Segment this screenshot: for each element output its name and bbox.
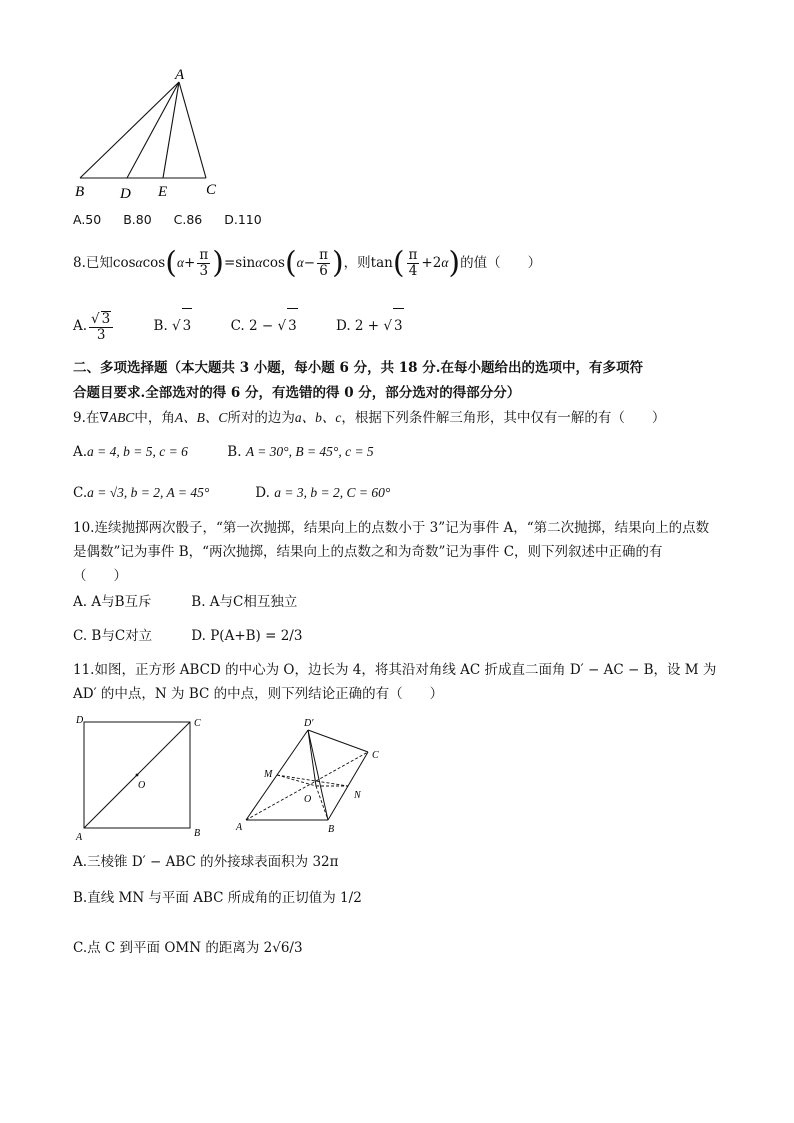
q7-options <box>73 210 296 230</box>
q11-option-c: C.点 C 到平面 OMN 的距离为 2√6/3 <box>73 940 303 956</box>
q10-option-a: A. A与B互斥 <box>73 594 152 610</box>
q7-option-c: C.86 <box>173 212 203 227</box>
sq-label-D: D <box>76 715 84 726</box>
label-D: D <box>120 186 131 202</box>
section2-title: 二、多项选择题（本大题共 3 小题，每小题 6 分，共 18 分.在每小题给出的选项中，有多项符 <box>73 360 643 376</box>
fold-label-A: A <box>236 822 243 833</box>
fold-label-C: C <box>372 750 379 761</box>
q9-option-d: D. a = 3, b = 2, C = 60° <box>255 485 391 501</box>
q11-option-a: A.三棱锥 D′ − ABC 的外接球表面积为 32π <box>73 854 339 870</box>
q10-options-row2 <box>73 626 302 646</box>
q7-option-d: D.110 <box>224 212 262 227</box>
q7-option-a: A.50 <box>73 212 102 227</box>
q7-option-b: B.80 <box>123 212 152 227</box>
q8-prefix: 已知 <box>85 255 113 271</box>
q11-option-b: B.直线 MN 与平面 ABC 所成角的正切值为 1/2 <box>73 890 362 906</box>
sq-label-O: O <box>138 780 146 791</box>
q10-option-c: C. B与C对立 <box>73 628 153 644</box>
q9-option-b: B. A = 30°, B = 45°, c = 5 <box>227 444 374 460</box>
q8-option-d: D. 2 + √ 3 <box>336 308 404 343</box>
label-A: A <box>175 67 185 83</box>
q10-option-b: B. A与C相互独立 <box>191 594 298 610</box>
q9-options-row2 <box>73 483 390 503</box>
q9-option-c: C.a = √3, b = 2, A = 45° <box>73 485 210 501</box>
q11-line2: AD′ 的中点，N 为 BC 的中点，则下列结论正确的有（ ） <box>73 686 444 702</box>
triangle-figure <box>70 62 230 202</box>
sq-label-C: C <box>194 718 201 729</box>
q8-option-b: B. √ 3 <box>154 308 193 343</box>
sq-label-B: B <box>194 828 201 839</box>
q8-comma: ，则 <box>343 255 371 271</box>
q9-option-a: A.a = 4, b = 5, c = 6 <box>73 444 188 460</box>
q8-option-a: A. $\frac{√ 3}{3}$ <box>73 309 115 343</box>
label-B: B <box>75 184 85 200</box>
q8-number: 8. <box>73 255 86 271</box>
sq-label-A: A <box>76 832 83 843</box>
q10-line2: 是偶数”记为事件 B，“两次抛掷，结果向上的点数之和为奇数”记为事件 C，则下列叙述中正确的有 <box>73 544 663 560</box>
q8-stem: 8.已知cosαcos(α+ $\frac{\pi}{3}$ )=sinαcos(α− $\frac{\pi}{6}$ )，则tan( $\frac{\pi}{4}$ +2α)的值（ ） <box>73 245 542 281</box>
q8-option-c: C. 2 − √ 3 <box>231 308 298 343</box>
square-figure <box>72 712 212 844</box>
fold-label-D-prime: D′ <box>304 718 314 729</box>
folded-figure <box>228 712 398 840</box>
q8-suffix: 的值（ ） <box>460 255 542 271</box>
fold-label-O: O <box>304 794 312 805</box>
q11-line1: 11.如图，正方形 ABCD 的中心为 O，边长为 4，将其沿对角线 AC 折成直二面角 D′ − AC − B，设 M 为 <box>73 662 717 678</box>
label-E: E <box>158 184 168 200</box>
q9-stem: 9.在∇ABC中，角A、B、C所对的边为a、b、c，根据下列条件解三角形，其中仅有一解的有（ ） <box>73 410 666 426</box>
q9-options-row1 <box>73 442 374 462</box>
q10-options-row1 <box>73 592 297 612</box>
q10-line1: 10.连续抛掷两次骰子，“第一次抛掷，结果向上的点数小于 3”记为事件 A，“第二次抛掷，结果向上的点数 <box>73 520 710 536</box>
q8-options <box>73 308 438 343</box>
fold-label-N: N <box>354 790 361 801</box>
q10-option-d: D. P(A+B) = 2/3 <box>191 628 303 644</box>
label-C: C <box>206 182 217 198</box>
section2-title-line2: 合题目要求.全部选对的得 6 分，有选错的得 0 分，部分选对的得部分分） <box>73 385 521 401</box>
fold-label-B: B <box>328 824 335 835</box>
fold-label-M: M <box>264 769 273 780</box>
q10-line3: （ ） <box>73 568 127 584</box>
